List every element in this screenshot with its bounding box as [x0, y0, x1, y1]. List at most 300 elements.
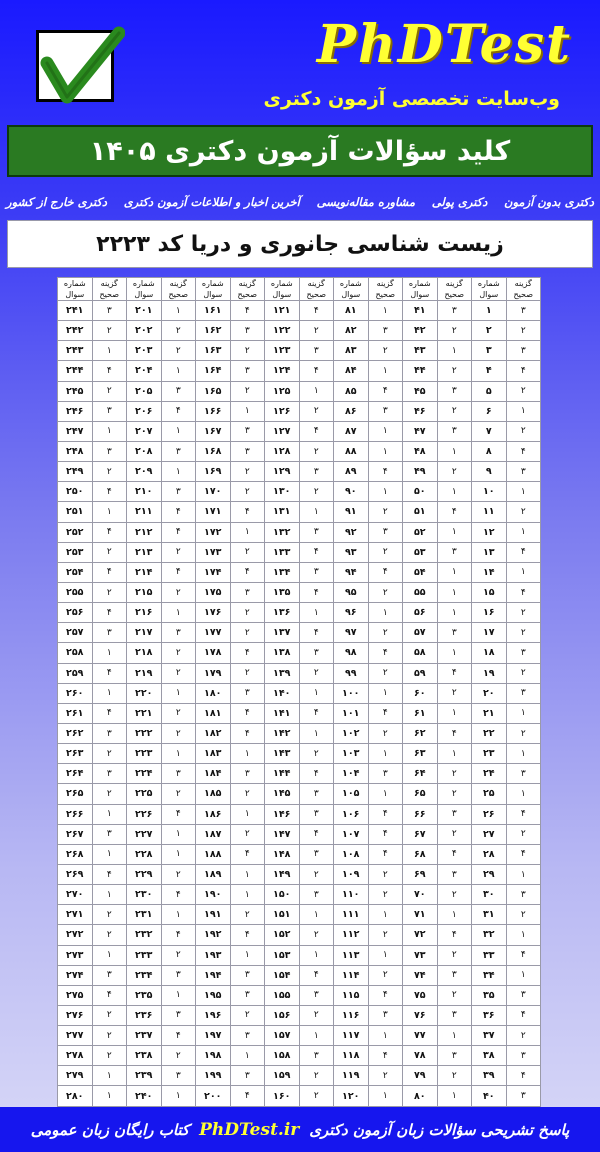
answer-cell: ۲ — [230, 542, 265, 562]
question-number-cell: ۲۹ — [472, 864, 507, 884]
question-number-cell: ۱۲۱ — [265, 301, 300, 321]
answer-cell: ۱ — [92, 844, 127, 864]
table-row — [58, 945, 541, 965]
answer-cell: ۲ — [368, 542, 403, 562]
answer-cell: ۴ — [161, 804, 196, 824]
question-number-cell: ۲۰۰ — [196, 1086, 231, 1107]
answer-cell: ۲ — [506, 663, 541, 683]
answer-key-table — [57, 277, 541, 1107]
question-number-cell: ۱۷۱ — [196, 502, 231, 522]
answer-cell: ۱ — [368, 1026, 403, 1046]
question-number-cell: ۲۵۶ — [58, 603, 93, 623]
question-number-cell: ۱۸۴ — [196, 764, 231, 784]
question-number-cell: ۲۷ — [472, 824, 507, 844]
col-header-number: شماره سوال — [472, 278, 507, 301]
answer-cell: ۲ — [92, 1046, 127, 1066]
question-number-cell: ۲۲۱ — [127, 703, 162, 723]
question-number-cell: ۱۸۸ — [196, 844, 231, 864]
answer-cell: ۳ — [368, 321, 403, 341]
nav-links — [0, 192, 600, 212]
question-number-cell: ۱۶۲ — [196, 321, 231, 341]
answer-cell: ۳ — [437, 623, 472, 643]
answer-cell: ۳ — [299, 562, 334, 582]
question-number-cell: ۱۷ — [472, 623, 507, 643]
answer-cell: ۲ — [368, 723, 403, 743]
answer-cell: ۲ — [161, 864, 196, 884]
question-number-cell: ۱۵۴ — [265, 965, 300, 985]
answer-cell: ۲ — [92, 381, 127, 401]
question-number-cell: ۱۳۸ — [265, 643, 300, 663]
answer-cell: ۲ — [368, 502, 403, 522]
question-number-cell: ۷۳ — [403, 945, 438, 965]
question-number-cell: ۲۲۶ — [127, 804, 162, 824]
answer-cell: ۳ — [299, 844, 334, 864]
answer-cell: ۲ — [437, 321, 472, 341]
question-number-cell: ۸۷ — [334, 421, 369, 441]
answer-cell: ۲ — [161, 341, 196, 361]
answer-cell: ۴ — [299, 703, 334, 723]
answer-cell: ۴ — [230, 723, 265, 743]
answer-cell: ۴ — [299, 421, 334, 441]
question-number-cell: ۲۴۶ — [58, 401, 93, 421]
table-row — [58, 764, 541, 784]
question-number-cell: ۱۱۳ — [334, 945, 369, 965]
question-number-cell: ۸۱ — [334, 301, 369, 321]
question-number-cell: ۲۷۵ — [58, 985, 93, 1005]
question-number-cell: ۷۹ — [403, 1066, 438, 1086]
table-row — [58, 864, 541, 884]
question-number-cell: ۱۸۰ — [196, 683, 231, 703]
answer-cell: ۴ — [92, 864, 127, 884]
exam-subtitle: زیست شناسی جانوری و دریا کد ۲۲۲۳ — [7, 220, 593, 268]
question-number-cell: ۲۵۷ — [58, 623, 93, 643]
table-row — [58, 723, 541, 743]
answer-cell: ۴ — [368, 562, 403, 582]
answer-cell: ۱ — [437, 703, 472, 723]
question-number-cell: ۴۰ — [472, 1086, 507, 1107]
question-number-cell: ۲۵ — [472, 784, 507, 804]
question-number-cell: ۲۵۱ — [58, 502, 93, 522]
question-number-cell: ۱۴۳ — [265, 744, 300, 764]
answer-cell: ۲ — [161, 703, 196, 723]
answer-cell: ۱ — [437, 1086, 472, 1107]
question-number-cell: ۱۷۶ — [196, 603, 231, 623]
table-row — [58, 623, 541, 643]
question-number-cell: ۱۲۸ — [265, 441, 300, 461]
question-number-cell: ۴۲ — [403, 321, 438, 341]
answer-cell: ۳ — [506, 985, 541, 1005]
answer-cell: ۳ — [161, 381, 196, 401]
question-number-cell: ۷۵ — [403, 985, 438, 1005]
brand-tagline: وب‌سایت تخصصی آزمون دکتری — [263, 88, 560, 110]
question-number-cell: ۳۳ — [472, 945, 507, 965]
answer-cell: ۴ — [92, 562, 127, 582]
question-number-cell: ۶۵ — [403, 784, 438, 804]
answer-cell: ۲ — [368, 341, 403, 361]
footer-link-explanations[interactable]: پاسخ تشریحی سؤالات زبان آزمون دکتری — [309, 1120, 570, 1139]
answer-cell: ۴ — [92, 361, 127, 381]
answer-cell: ۴ — [506, 844, 541, 864]
question-number-cell: ۹۲ — [334, 522, 369, 542]
answer-cell: ۱ — [437, 341, 472, 361]
question-number-cell: ۲۲۹ — [127, 864, 162, 884]
question-number-cell: ۷۷ — [403, 1026, 438, 1046]
answer-cell: ۱ — [506, 965, 541, 985]
question-number-cell: ۵۲ — [403, 522, 438, 542]
answer-cell: ۱ — [437, 482, 472, 502]
question-number-cell: ۲۱۶ — [127, 603, 162, 623]
col-header-answer: گزینه صحیح — [368, 278, 403, 301]
question-number-cell: ۱۳۳ — [265, 542, 300, 562]
answer-cell: ۱ — [368, 945, 403, 965]
answer-cell: ۴ — [299, 965, 334, 985]
answer-cell: ۳ — [230, 683, 265, 703]
col-header-number: شماره سوال — [403, 278, 438, 301]
question-number-cell: ۵۴ — [403, 562, 438, 582]
answer-cell: ۱ — [299, 502, 334, 522]
question-number-cell: ۵۷ — [403, 623, 438, 643]
answer-cell: ۱ — [92, 1066, 127, 1086]
question-number-cell: ۲۱۷ — [127, 623, 162, 643]
answer-cell: ۱ — [92, 421, 127, 441]
footer-site-link[interactable]: PhDTest.ir — [199, 1119, 300, 1140]
question-number-cell: ۲۳۲ — [127, 925, 162, 945]
table-row — [58, 482, 541, 502]
question-number-cell: ۱۵۵ — [265, 985, 300, 1005]
question-number-cell: ۷۱ — [403, 905, 438, 925]
answer-cell: ۴ — [506, 542, 541, 562]
answer-cell: ۴ — [506, 361, 541, 381]
answer-cell: ۳ — [230, 321, 265, 341]
answer-cell: ۳ — [506, 341, 541, 361]
question-number-cell: ۸۶ — [334, 401, 369, 421]
table-row — [58, 462, 541, 482]
answer-cell: ۱ — [161, 462, 196, 482]
answer-cell: ۲ — [299, 482, 334, 502]
answer-cell: ۲ — [437, 401, 472, 421]
question-number-cell: ۱۸۶ — [196, 804, 231, 824]
answer-cell: ۳ — [92, 824, 127, 844]
answer-cell: ۳ — [368, 764, 403, 784]
question-number-cell: ۱۲۳ — [265, 341, 300, 361]
question-number-cell: ۸۹ — [334, 462, 369, 482]
table-row — [58, 965, 541, 985]
answer-cell: ۴ — [161, 401, 196, 421]
table-row — [58, 361, 541, 381]
answer-cell: ۲ — [368, 582, 403, 602]
question-number-cell: ۲۰۷ — [127, 421, 162, 441]
answer-cell: ۳ — [230, 582, 265, 602]
question-number-cell: ۱۴۷ — [265, 824, 300, 844]
question-number-cell: ۱۱۱ — [334, 905, 369, 925]
question-number-cell: ۹۰ — [334, 482, 369, 502]
answer-cell: ۱ — [161, 844, 196, 864]
question-number-cell: ۵ — [472, 381, 507, 401]
footer-link-free-book[interactable]: کتاب رایگان زبان عمومی — [30, 1120, 190, 1139]
question-number-cell: ۱۹۴ — [196, 965, 231, 985]
answer-cell: ۲ — [506, 603, 541, 623]
answer-cell: ۳ — [161, 764, 196, 784]
answer-cell: ۳ — [437, 1046, 472, 1066]
answer-cell: ۱ — [506, 925, 541, 945]
answer-cell: ۳ — [506, 643, 541, 663]
nav-link-abroad-phd[interactable]: دکتری خارج از کشور — [6, 195, 108, 209]
answer-cell: ۲ — [299, 1086, 334, 1107]
answer-cell: ۱ — [161, 905, 196, 925]
answer-cell: ۲ — [437, 985, 472, 1005]
answer-cell: ۳ — [92, 401, 127, 421]
question-number-cell: ۲۴۷ — [58, 421, 93, 441]
answer-cell: ۳ — [161, 1005, 196, 1025]
answer-cell: ۴ — [299, 824, 334, 844]
question-number-cell: ۱۵۲ — [265, 925, 300, 945]
question-number-cell: ۸۲ — [334, 321, 369, 341]
answer-cell: ۳ — [92, 723, 127, 743]
question-number-cell: ۲۶۰ — [58, 683, 93, 703]
question-number-cell: ۲۳۳ — [127, 945, 162, 965]
table-header-row — [58, 278, 541, 301]
answer-cell: ۲ — [437, 945, 472, 965]
question-number-cell: ۲۵۵ — [58, 582, 93, 602]
answer-cell: ۳ — [92, 301, 127, 321]
question-number-cell: ۲۱۲ — [127, 522, 162, 542]
question-number-cell: ۲۶ — [472, 804, 507, 824]
answer-cell: ۲ — [230, 623, 265, 643]
question-number-cell: ۶ — [472, 401, 507, 421]
answer-cell: ۲ — [506, 502, 541, 522]
question-number-cell: ۹۷ — [334, 623, 369, 643]
question-number-cell: ۲۰۸ — [127, 441, 162, 461]
question-number-cell: ۲۷۳ — [58, 945, 93, 965]
answer-cell: ۱ — [368, 784, 403, 804]
question-number-cell: ۱۴۸ — [265, 844, 300, 864]
answer-cell: ۲ — [506, 905, 541, 925]
answer-cell: ۴ — [506, 1005, 541, 1025]
question-number-cell: ۴۷ — [403, 421, 438, 441]
question-number-cell: ۲۱۸ — [127, 643, 162, 663]
answer-cell: ۲ — [92, 582, 127, 602]
question-number-cell: ۷۶ — [403, 1005, 438, 1025]
answer-cell: ۴ — [299, 764, 334, 784]
answer-cell: ۳ — [506, 301, 541, 321]
answer-cell: ۱ — [368, 905, 403, 925]
answer-cell: ۳ — [161, 623, 196, 643]
question-number-cell: ۱۶۷ — [196, 421, 231, 441]
answer-cell: ۱ — [230, 401, 265, 421]
nav-link-article-consulting[interactable]: مشاوره مقاله‌نویسی — [316, 195, 415, 209]
answer-cell: ۳ — [230, 985, 265, 1005]
col-header-number: شماره سوال — [334, 278, 369, 301]
answer-cell: ۲ — [92, 744, 127, 764]
question-number-cell: ۱۶۳ — [196, 341, 231, 361]
answer-cell: ۲ — [161, 542, 196, 562]
question-number-cell: ۱۳ — [472, 542, 507, 562]
answer-cell: ۳ — [506, 683, 541, 703]
question-number-cell: ۲۱ — [472, 703, 507, 723]
col-header-answer: گزینه صحیح — [506, 278, 541, 301]
question-number-cell: ۳۹ — [472, 1066, 507, 1086]
question-number-cell: ۲۲۷ — [127, 824, 162, 844]
table-row — [58, 582, 541, 602]
answer-cell: ۲ — [299, 925, 334, 945]
nav-link-latest-news[interactable]: آخرین اخبار و اطلاعات آزمون دکتری — [123, 195, 300, 209]
answer-cell: ۳ — [92, 623, 127, 643]
question-number-cell: ۱۸۳ — [196, 744, 231, 764]
question-number-cell: ۲۱۴ — [127, 562, 162, 582]
answer-cell: ۳ — [230, 965, 265, 985]
question-number-cell: ۲۳۸ — [127, 1046, 162, 1066]
answer-cell: ۲ — [161, 321, 196, 341]
answer-cell: ۲ — [161, 663, 196, 683]
answer-cell: ۴ — [230, 925, 265, 945]
question-number-cell: ۲۵۳ — [58, 542, 93, 562]
question-number-cell: ۱۲۲ — [265, 321, 300, 341]
question-number-cell: ۱۱۵ — [334, 985, 369, 1005]
question-number-cell: ۱۹۳ — [196, 945, 231, 965]
question-number-cell: ۹۸ — [334, 643, 369, 663]
question-number-cell: ۱۱۲ — [334, 925, 369, 945]
table-row — [58, 341, 541, 361]
answer-cell: ۳ — [437, 542, 472, 562]
page-title: کلید سؤالات آزمون دکتری ۱۴۰۵ — [7, 125, 593, 177]
answer-cell: ۲ — [506, 723, 541, 743]
question-number-cell: ۳۱ — [472, 905, 507, 925]
answer-cell: ۴ — [92, 522, 127, 542]
answer-cell: ۴ — [161, 562, 196, 582]
answer-cell: ۲ — [92, 1005, 127, 1025]
question-number-cell: ۲۳ — [472, 744, 507, 764]
answer-cell: ۲ — [506, 824, 541, 844]
answer-cell: ۴ — [368, 703, 403, 723]
answer-cell: ۳ — [299, 804, 334, 824]
answer-cell: ۲ — [299, 1005, 334, 1025]
answer-cell: ۳ — [368, 401, 403, 421]
question-number-cell: ۱۴۶ — [265, 804, 300, 824]
question-number-cell: ۲۵۸ — [58, 643, 93, 663]
answer-cell: ۲ — [437, 683, 472, 703]
table-row — [58, 542, 541, 562]
answer-cell: ۲ — [230, 824, 265, 844]
answer-cell: ۲ — [230, 603, 265, 623]
question-number-cell: ۲۶۳ — [58, 744, 93, 764]
answer-cell: ۴ — [92, 603, 127, 623]
question-number-cell: ۸۵ — [334, 381, 369, 401]
question-number-cell: ۷۴ — [403, 965, 438, 985]
question-number-cell: ۱۱۹ — [334, 1066, 369, 1086]
answer-cell: ۳ — [92, 441, 127, 461]
answer-cell: ۱ — [230, 864, 265, 884]
question-number-cell: ۱۹۹ — [196, 1066, 231, 1086]
answer-cell: ۲ — [92, 462, 127, 482]
question-number-cell: ۱۶۶ — [196, 401, 231, 421]
question-number-cell: ۲۱۹ — [127, 663, 162, 683]
question-number-cell: ۱۸۵ — [196, 784, 231, 804]
answer-cell: ۴ — [437, 723, 472, 743]
question-number-cell: ۲۲۴ — [127, 764, 162, 784]
question-number-cell: ۸ — [472, 441, 507, 461]
brand-logo[interactable]: PhDTest — [316, 14, 572, 75]
answer-cell: ۴ — [161, 1026, 196, 1046]
question-number-cell: ۵۱ — [403, 502, 438, 522]
answer-cell: ۱ — [161, 683, 196, 703]
question-number-cell: ۹۴ — [334, 562, 369, 582]
question-number-cell: ۱۳۷ — [265, 623, 300, 643]
nav-link-no-exam[interactable]: دکتری بدون آزمون — [504, 195, 594, 209]
answer-cell: ۴ — [437, 925, 472, 945]
question-number-cell: ۱۵۹ — [265, 1066, 300, 1086]
question-number-cell: ۱۴۴ — [265, 764, 300, 784]
question-number-cell: ۸۸ — [334, 441, 369, 461]
answer-cell: ۲ — [437, 885, 472, 905]
col-header-number: شماره سوال — [196, 278, 231, 301]
answer-cell: ۲ — [506, 623, 541, 643]
question-number-cell: ۱۶۸ — [196, 441, 231, 461]
question-number-cell: ۱۷۳ — [196, 542, 231, 562]
question-number-cell: ۲۶۶ — [58, 804, 93, 824]
question-number-cell: ۱۷۰ — [196, 482, 231, 502]
question-number-cell: ۲۴ — [472, 764, 507, 784]
answer-cell: ۲ — [437, 824, 472, 844]
question-number-cell: ۳ — [472, 341, 507, 361]
question-number-cell: ۲۱۰ — [127, 482, 162, 502]
answer-cell: ۴ — [299, 623, 334, 643]
question-number-cell: ۲۲۲ — [127, 723, 162, 743]
question-number-cell: ۱۹۰ — [196, 885, 231, 905]
answer-cell: ۴ — [92, 985, 127, 1005]
answer-cell: ۱ — [368, 1086, 403, 1107]
answer-cell: ۲ — [299, 1066, 334, 1086]
question-number-cell: ۱۹ — [472, 663, 507, 683]
question-number-cell: ۲۷۷ — [58, 1026, 93, 1046]
answer-cell: ۱ — [506, 562, 541, 582]
question-number-cell: ۶۲ — [403, 723, 438, 743]
question-number-cell: ۳۵ — [472, 985, 507, 1005]
answer-cell: ۲ — [161, 784, 196, 804]
answer-cell: ۲ — [437, 361, 472, 381]
answer-cell: ۳ — [230, 764, 265, 784]
answer-cell: ۴ — [506, 441, 541, 461]
col-header-number: شماره سوال — [265, 278, 300, 301]
answer-cell: ۴ — [230, 502, 265, 522]
footer-bar — [0, 1107, 600, 1152]
nav-link-paid-phd[interactable]: دکتری پولی — [431, 195, 488, 209]
answer-cell: ۲ — [437, 1066, 472, 1086]
answer-cell: ۴ — [506, 804, 541, 824]
question-number-cell: ۲۷۴ — [58, 965, 93, 985]
question-number-cell: ۱۴۲ — [265, 723, 300, 743]
answer-cell: ۲ — [368, 623, 403, 643]
answer-cell: ۱ — [230, 885, 265, 905]
answer-cell: ۴ — [230, 562, 265, 582]
question-number-cell: ۱۳۹ — [265, 663, 300, 683]
question-number-cell: ۹۱ — [334, 502, 369, 522]
question-number-cell: ۲۰۵ — [127, 381, 162, 401]
answer-cell: ۲ — [230, 905, 265, 925]
answer-cell: ۲ — [368, 965, 403, 985]
table-row — [58, 663, 541, 683]
table-row — [58, 643, 541, 663]
question-number-cell: ۱۱۴ — [334, 965, 369, 985]
answer-cell: ۴ — [368, 462, 403, 482]
answer-cell: ۳ — [437, 421, 472, 441]
question-number-cell: ۲۷۸ — [58, 1046, 93, 1066]
answer-cell: ۲ — [299, 441, 334, 461]
question-number-cell: ۱۷۹ — [196, 663, 231, 683]
answer-cell: ۱ — [230, 1046, 265, 1066]
question-number-cell: ۲۶۷ — [58, 824, 93, 844]
table-row — [58, 522, 541, 542]
answer-cell: ۲ — [299, 864, 334, 884]
